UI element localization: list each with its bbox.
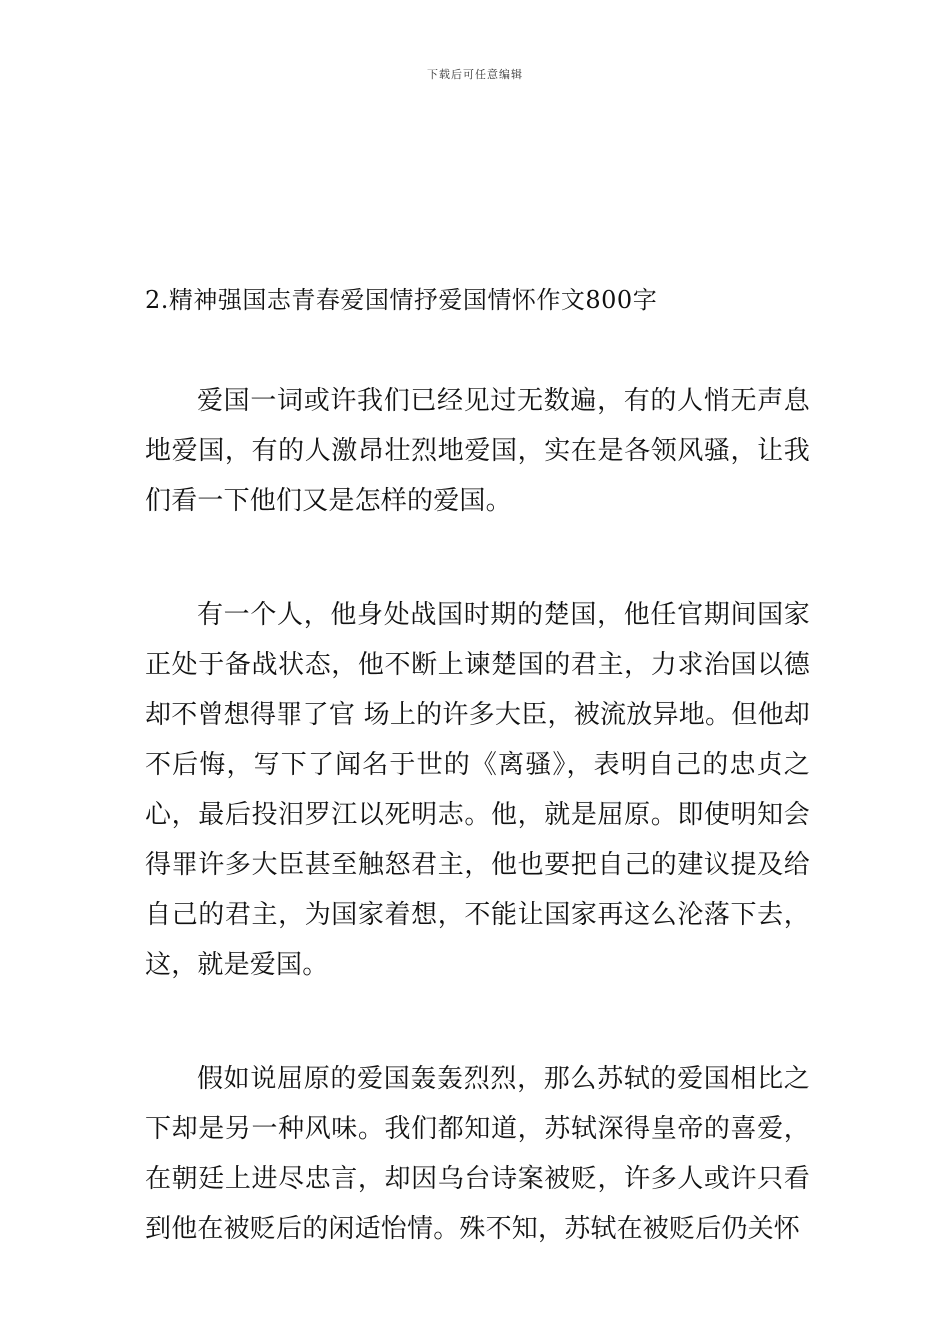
page-header-note: 下载后可任意编辑 bbox=[427, 68, 523, 81]
paragraph-3: 假如说屈原的爱国轰轰烈烈，那么苏轼的爱国相比之下却是另一种风味。我们都知道，苏轼深得皇帝的喜爱，在朝廷上进尽忠言，却因乌台诗案被贬，许多人或许只看到他在被贬后的闲适怡情。殊不知，苏轼在被贬后仍关怀 bbox=[145, 1064, 810, 1244]
paragraph-2: 有一个人，他身处战国时期的楚国，他任官期间国家正处于备战状态，他不断上谏楚国的君主，力求治国以德却不曾想得罪了官 场上的许多大臣，被流放异地。但他却不后悔，写下了闻名于世的《离骚》，表明自己的忠贞之心，最后投汨罗江以死明志。他，就是屈原。即使明知会得罪许多大臣甚至触怒君主，他也要把自己的建议提及给自己的君主，为国家着想，不能让国家再这么沦落下去，这，就是爱国。 bbox=[145, 600, 810, 980]
paragraph-1: 爱国一词或许我们已经见过无数遍，有的人悄无声息地爱国，有的人激昂壮烈地爱国，实在是各领风骚，让我们看一下他们又是怎样的爱国。 bbox=[145, 386, 810, 516]
document-body bbox=[145, 278, 810, 1254]
document-title: 2.精神强国志青春爱国情抒爱国情怀作文800字 bbox=[145, 286, 658, 314]
